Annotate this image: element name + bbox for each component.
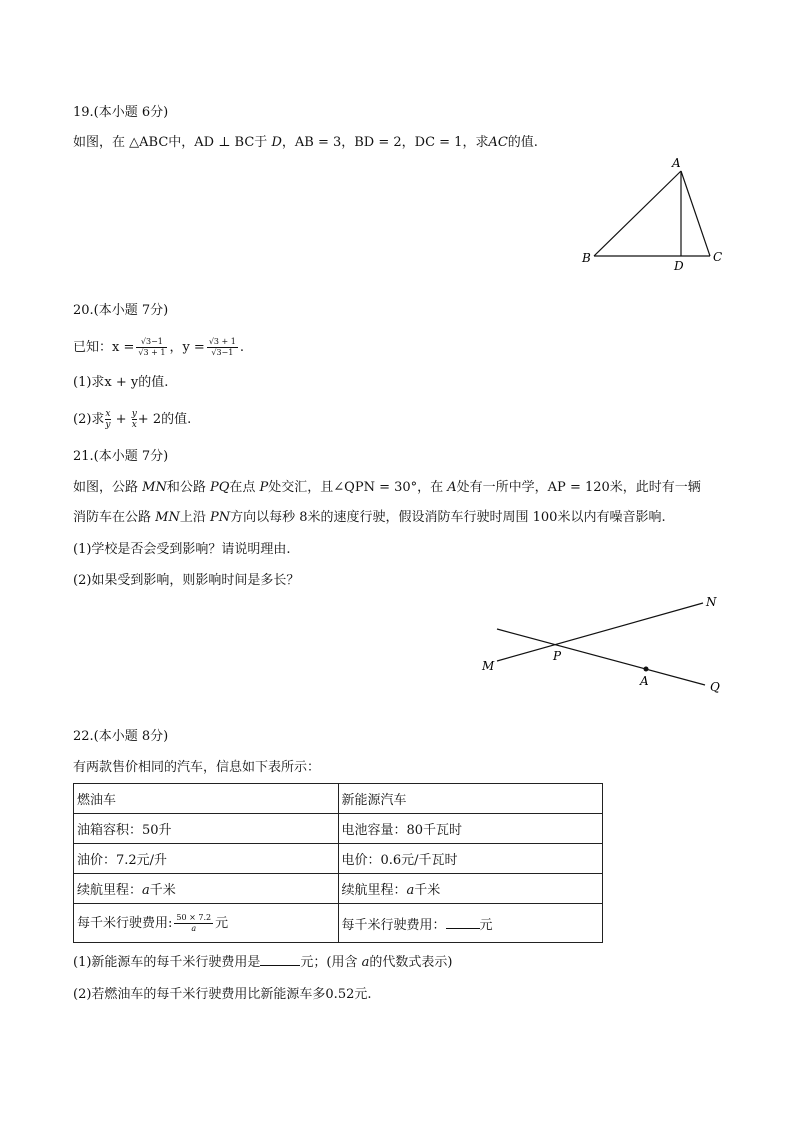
q21-header: 21.(本小题 7分) [73, 449, 169, 464]
table-row [74, 844, 603, 874]
table-cell: 每千米行驶费用： 元 [338, 904, 603, 943]
q21-part2: (2)如果受到影响，则影响时间是多长？ [73, 573, 300, 588]
table-cell: 油价：7.2元/升 [74, 844, 339, 874]
table-row [74, 874, 603, 904]
x-fraction: $\frac{√3-1}{√3 + 1}$ [138, 337, 166, 357]
q21-part1: (1)学校是否会受到影响？请说明理由. [73, 542, 291, 557]
q19-statement: 如图，在 △ABC中，AD ⊥ BC于 D，AB = 3，BD = 2，DC = 1，求AC的值. [73, 135, 538, 150]
table-cell: 续航里程：a千米 [74, 874, 339, 904]
label-c: C [713, 250, 723, 264]
q21-line1: 如图，公路 MN和公路 PQ在点 P处交汇，且∠QPN = 30°，在 A处有一所中学，AP = 120米，此时有一辆 [73, 480, 701, 495]
table-cell: 电价：0.6元/千瓦时 [338, 844, 603, 874]
q20-given: 已知：x = $\frac{√3-1}{√3 + 1}$ ，y = $\frac{√3 + 1}{√3-1}$ . [73, 337, 245, 357]
table-cell: 燃油车 [74, 784, 339, 814]
q20-part2: (2)求 $\frac{x}{y}$ + $\frac{y}{x}$ + 2的值. [73, 409, 192, 430]
triangle-diagram [570, 152, 740, 277]
q22-header: 22.(本小题 8分) [73, 729, 169, 744]
q22-intro: 有两款售价相同的汽车，信息如下表所示： [73, 760, 321, 775]
q20-part1: (1)求x + y的值. [73, 375, 169, 390]
label-a: A [640, 674, 649, 688]
point-a-dot [644, 667, 649, 672]
label-d: D [674, 259, 684, 273]
answer-blank[interactable] [446, 916, 480, 929]
label-p: P [553, 649, 562, 663]
label-n: N [706, 595, 717, 609]
table-cell: 新能源汽车 [338, 784, 603, 814]
table-cell: 续航里程：a千米 [338, 874, 603, 904]
q19-header: 19.(本小题 6分) [73, 105, 169, 120]
q22-part1: (1)新能源车的每千米行驶费用是 元；(用含 a的代数式表示) [73, 955, 453, 970]
label-m: M [482, 659, 495, 673]
y-fraction: $\frac{√3 + 1}{√3-1}$ [208, 337, 236, 357]
table-cell: 电池容量：80千瓦时 [338, 814, 603, 844]
car-comparison-table [73, 783, 603, 943]
answer-blank[interactable] [260, 953, 300, 966]
label-a: A [672, 156, 681, 170]
table-cell: 油箱容积：50升 [74, 814, 339, 844]
label-q: Q [710, 680, 720, 694]
table-row [74, 904, 603, 943]
q21-line2: 消防车在公路 MN上沿 PN方向以每秒 8米的速度行驶，假设消防车行驶时周围 100米以内有噪音影响. [73, 510, 666, 525]
roads-diagram [475, 590, 735, 700]
q20-header: 20.(本小题 7分) [73, 303, 169, 318]
table-cell: 每千米行驶费用: $\frac{50 \times 7.2}{a}$ 元 [74, 904, 339, 943]
table-row [74, 814, 603, 844]
q22-part2: (2)若燃油车的每千米行驶费用比新能源车多0.52元. [73, 987, 372, 1002]
table-row [74, 784, 603, 814]
label-b: B [582, 251, 591, 265]
